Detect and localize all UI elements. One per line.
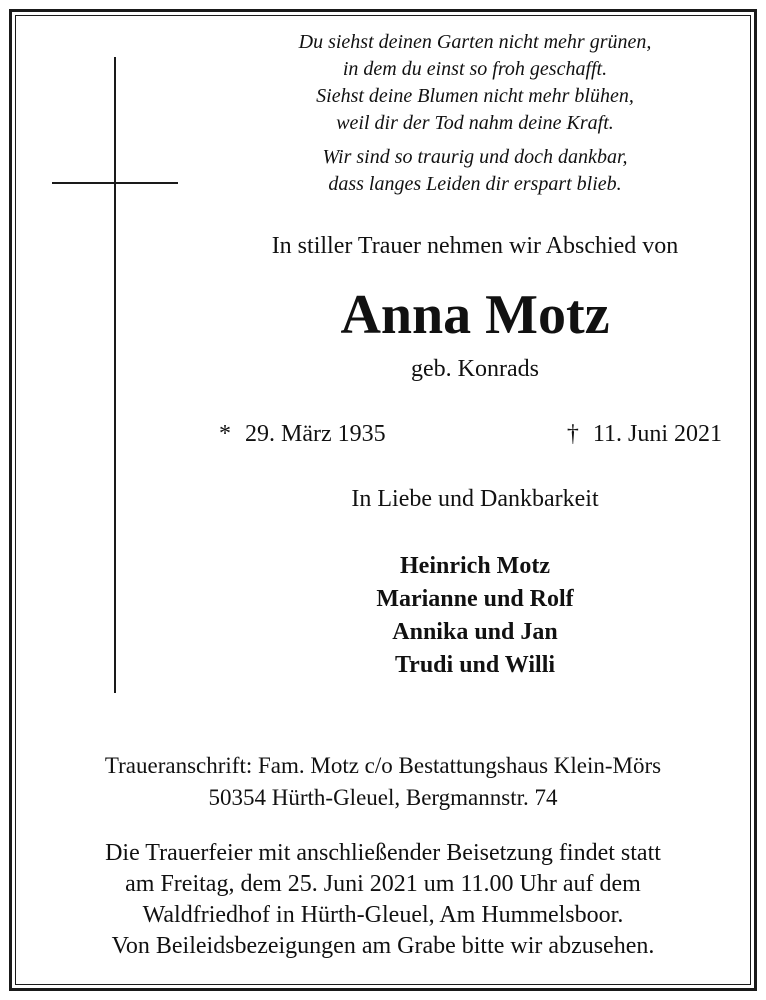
cross-horizontal-bar bbox=[52, 182, 178, 184]
birth-name: geb. Konrads bbox=[411, 356, 539, 382]
birth-date: 29. März 1935 bbox=[245, 421, 386, 447]
birth-star-icon: * bbox=[219, 421, 231, 447]
farewell-intro: In stiller Trauer nehmen wir Abschied von bbox=[271, 233, 679, 259]
service-line: Von Beileidsbezeigungen am Grabe bitte wir abzusehen. bbox=[111, 933, 655, 959]
service-line: Die Trauerfeier mit anschließender Beisetzung findet statt bbox=[105, 840, 661, 866]
poem-stanza-2 bbox=[225, 144, 725, 198]
service-line: Waldfriedhof in Hürth-Gleuel, Am Hummelsboor. bbox=[142, 902, 624, 928]
dedication: In Liebe und Dankbarkeit bbox=[351, 486, 599, 512]
mourner-name: Heinrich Motz bbox=[400, 553, 550, 579]
address-line: Traueranschrift: Fam. Motz c/o Bestattungshaus Klein-Mörs bbox=[104, 753, 662, 778]
cross-vertical-bar bbox=[114, 57, 116, 693]
poem-line: Du siehst deinen Garten nicht mehr grünen, bbox=[298, 31, 652, 53]
address-line: 50354 Hürth-Gleuel, Bergmannstr. 74 bbox=[208, 785, 558, 810]
poem-line: in dem du einst so froh geschafft. bbox=[342, 58, 608, 80]
mourner-name: Marianne und Rolf bbox=[376, 586, 574, 612]
poem-line: weil dir der Tod nahm deine Kraft. bbox=[336, 112, 614, 134]
death-date: 11. Juni 2021 bbox=[592, 421, 722, 447]
deceased-name: Anna Motz bbox=[340, 284, 610, 346]
poem-line: Wir sind so traurig und doch dankbar, bbox=[322, 146, 628, 168]
birth-date-line bbox=[219, 418, 386, 450]
mourner-name: Annika und Jan bbox=[392, 619, 558, 645]
death-dagger-icon: † bbox=[566, 421, 579, 447]
poem-line: Siehst deine Blumen nicht mehr blühen, bbox=[316, 85, 634, 107]
mourning-address bbox=[20, 750, 746, 814]
mourner-name: Trudi und Willi bbox=[394, 652, 556, 678]
funeral-service-info bbox=[20, 838, 746, 962]
service-line: am Freitag, dem 25. Juni 2021 um 11.00 Uhr auf dem bbox=[125, 871, 641, 897]
death-date-line bbox=[567, 418, 722, 450]
mourners-list bbox=[225, 550, 725, 682]
poem-line: dass langes Leiden dir erspart blieb. bbox=[328, 173, 622, 195]
poem-stanza-1 bbox=[225, 29, 725, 137]
